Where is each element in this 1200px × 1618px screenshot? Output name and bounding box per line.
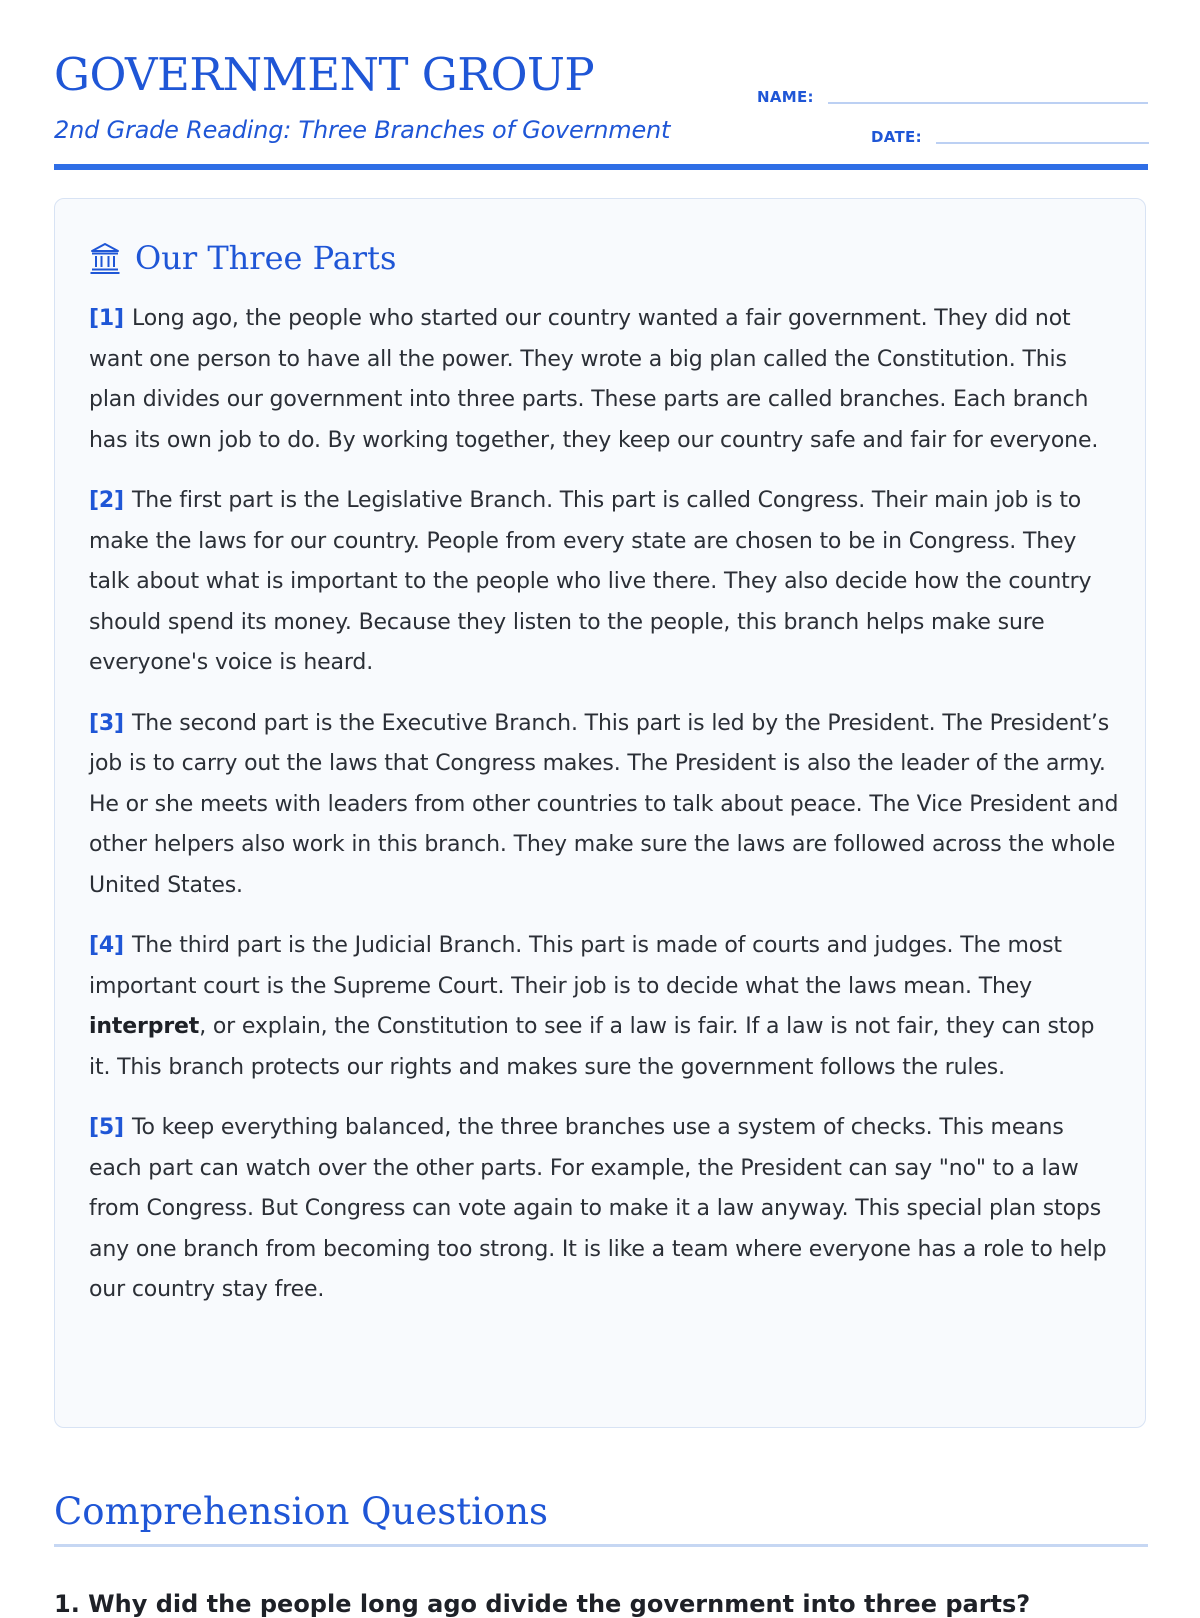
paragraph-text: The first part is the Legislative Branch. This part is called Congress. Their main job is to make the laws for our country. People from every state are chosen to be in Congress. They talk about what is important to the people who live there. They also decide how the country should spend its money. Because they listen to the people, this branch helps make sure everyone's voice is heard. [89, 488, 1092, 675]
questions-heading: Comprehension Questions [54, 1490, 549, 1533]
paragraph-number: [2] [89, 488, 124, 513]
worksheet-page [54, 0, 1148, 1618]
passage-heading [89, 239, 396, 277]
paragraph-number: [1] [89, 306, 124, 331]
name-label: NAME: [757, 88, 814, 106]
paragraph-3 [89, 704, 1119, 907]
paragraph-number: [4] [89, 933, 124, 958]
paragraph-5 [89, 1108, 1119, 1311]
question-1: 1. Why did the people long ago divide the government into three parts? [54, 1590, 1031, 1618]
paragraph-text-start: The third part is the Judicial Branch. This part is made of courts and judges. The most important court is the Supreme Court. Their job is to decide what the laws mean. They [89, 933, 1062, 999]
worksheet-header [54, 0, 1148, 170]
paragraph-1 [89, 299, 1119, 461]
passage-body [89, 299, 1119, 1331]
reading-passage-card [54, 198, 1146, 1428]
paragraph-text: Long ago, the people who started our country wanted a fair government. They did not want one person to have all the power. They wrote a big plan called the Constitution. This plan divides our government into three parts. These parts are called branches. Each branch has its own job to do. By working together, they keep our country safe and fair for everyone. [89, 306, 1099, 453]
paragraph-number: [3] [89, 710, 124, 736]
paragraph-text-end: , or explain, the Constitution to see if a law is fair. If a law is not fair, they can stop it. This branch protects our rights and makes sure the government follows the rules. [89, 1014, 1095, 1080]
paragraph-number: [5] [89, 1115, 124, 1140]
paragraph-text: The second part is the Executive Branch. This part is led by the President. The President’s job is to carry out the laws that Congress makes. The President is also the leader of the army. He or she meets with leaders from other countries to talk about peace. The Vice President and other helpers also work in this branch. They make sure the laws are followed across the whole United States. [89, 710, 1119, 898]
name-field[interactable] [757, 88, 1148, 106]
date-label: DATE: [871, 128, 922, 146]
paragraph-text: To keep everything balanced, the three branches use a system of checks. This means each part can watch over the other parts. For example, the President can say "no" to a law from Congress. But Congress can vote again to make it a law anyway. This special plan stops any one branch from becoming too strong. It is like a team where everyone has a role to help our country stay free. [89, 1115, 1107, 1302]
vocabulary-word: interpret [89, 1014, 200, 1039]
page-title: GOVERNMENT GROUP [54, 48, 595, 101]
passage-title: Our Three Parts [135, 239, 397, 277]
questions-divider [54, 1544, 1148, 1547]
date-input-line[interactable] [936, 142, 1149, 144]
page-subtitle: 2nd Grade Reading: Three Branches of Government [54, 116, 671, 144]
name-input-line[interactable] [828, 102, 1148, 104]
paragraph-4 [89, 926, 1119, 1088]
government-building-icon [89, 241, 121, 275]
date-field[interactable] [871, 128, 1149, 146]
header-divider [54, 164, 1148, 170]
paragraph-2 [89, 481, 1119, 684]
